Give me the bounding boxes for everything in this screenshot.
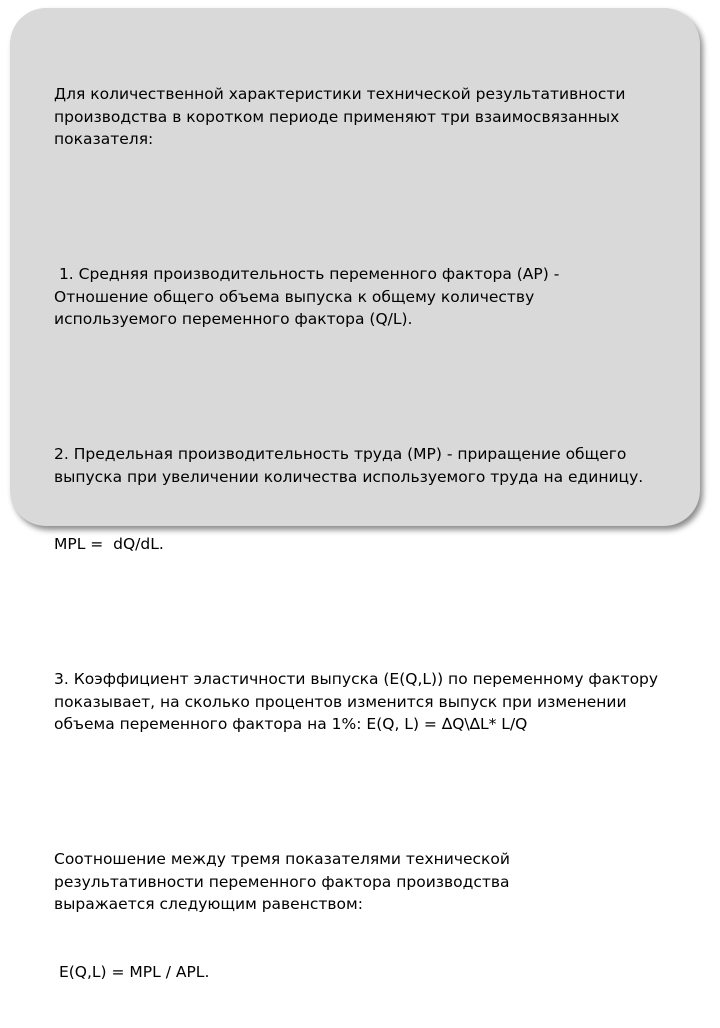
spacer <box>54 376 694 399</box>
item-2-formula: MPL = dQ/dL. <box>54 535 164 553</box>
content-text <box>54 38 694 1028</box>
spacer <box>54 601 694 624</box>
spacer <box>54 196 694 219</box>
intro-paragraph: Для количественной характеристики технической результативности производства в коротком периоде применяют три взаимосвязанных показателя: <box>54 85 631 148</box>
spacer <box>54 781 694 804</box>
final-formula: E(Q,L) = MPL / APL. <box>54 962 210 981</box>
item-2-paragraph: 2. Предельная производительность труда (MP) - приращение общего выпуска при увеличении количества используемого труда на единицу. <box>54 445 644 486</box>
conclusion-paragraph: Соотношение между тремя показателями технической результативности переменного фактора производства выражается следующим равенством: <box>54 850 515 913</box>
item-1-paragraph: 1. Средняя производительность переменного фактора (AP) - Отношение общего объема выпуска к общему количеству используемого переменного фактора (Q/L). <box>54 265 565 328</box>
item-3-paragraph: 3. Коэффициент эластичности выпуска (E(Q,L)) по переменному фактору показывает, на сколько процентов изменится выпуск при изменении объема переменного фактора на 1%: E(Q, L) = ∆Q\∆L* L/Q <box>54 670 663 733</box>
